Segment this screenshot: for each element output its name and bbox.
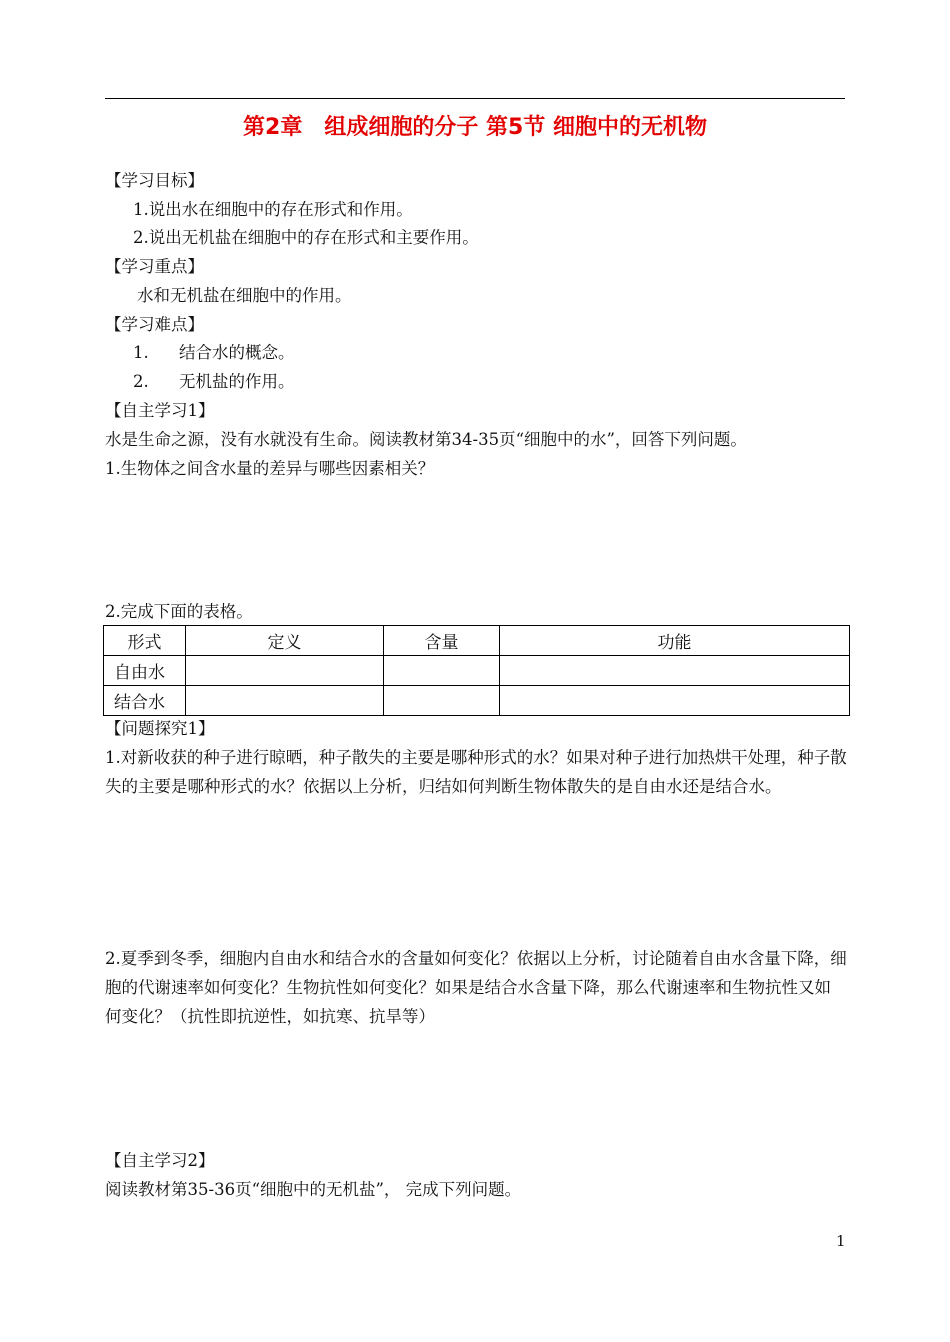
self-study-1-intro: 水是生命之源，没有水就没有生命。阅读教材第34-35页“细胞中的水”，回答下列问题。 (105, 430, 747, 449)
table-cell-blank (384, 656, 500, 686)
key-points-heading: 【学习重点】 (105, 257, 204, 276)
table-header-cell: 功能 (500, 626, 850, 656)
difficulty-item-1-number: 1. (133, 343, 149, 362)
self-study-2-heading: 【自主学习2】 (105, 1151, 215, 1170)
table-row-label: 自由水 (104, 656, 186, 686)
header-rule (105, 98, 845, 99)
page-number: 1 (836, 1232, 846, 1250)
difficulty-item-2-number: 2. (133, 372, 149, 391)
table-header-row (104, 626, 850, 656)
table-header-cell: 形式 (104, 626, 186, 656)
key-points-text: 水和无机盐在细胞中的作用。 (137, 286, 352, 305)
inquiry-1-heading: 【问题探究1】 (105, 719, 215, 738)
page-title: 第2章 组成细胞的分子 第5节 细胞中的无机物 (243, 115, 707, 140)
table-cell-blank (500, 686, 850, 716)
water-forms-table (103, 625, 850, 716)
table-header-cell: 含量 (384, 626, 500, 656)
difficulty-item-2-text: 无机盐的作用。 (179, 372, 295, 391)
objective-item-1: 1.说出水在细胞中的存在形式和作用。 (133, 200, 413, 219)
difficulty-item-1-text: 结合水的概念。 (179, 343, 295, 362)
difficulty-item-2 (133, 371, 295, 393)
table-header-cell: 定义 (186, 626, 384, 656)
difficulties-heading: 【学习难点】 (105, 315, 204, 334)
table-cell-blank (186, 686, 384, 716)
self-study-1-heading: 【自主学习1】 (105, 401, 215, 420)
objectives-heading: 【学习目标】 (105, 171, 204, 190)
table-cell-blank (500, 656, 850, 686)
self-study-1-question-1: 1.生物体之间含水量的差异与哪些因素相关？ (105, 459, 435, 478)
self-study-1-question-2: 2.完成下面的表格。 (105, 602, 253, 621)
table-cell-blank (384, 686, 500, 716)
table-row (104, 656, 850, 686)
self-study-2-intro: 阅读教材第35-36页“细胞中的无机盐”， 完成下列问题。 (105, 1180, 522, 1199)
table-row-label: 结合水 (104, 686, 186, 716)
inquiry-1-question-2: 2.夏季到冬季，细胞内自由水和结合水的含量如何变化？依据以上分析，讨论随着自由水含量下降，细胞的代谢速率如何变化？生物抗性如何变化？如果是结合水含量下降，那么代谢速率和生物抗性又如何变化？（抗性即抗逆性，如抗寒、抗旱等） (105, 949, 847, 1027)
table-row (104, 686, 850, 716)
inquiry-1-question-1: 1.对新收获的种子进行晾晒，种子散失的主要是哪种形式的水？如果对种子进行加热烘干处理，种子散失的主要是哪种形式的水？依据以上分析，归结如何判断生物体散失的是自由水还是结合水。 (105, 748, 847, 797)
table-cell-blank (186, 656, 384, 686)
difficulty-item-1 (133, 342, 295, 364)
objective-item-2: 2.说出无机盐在细胞中的存在形式和主要作用。 (133, 228, 479, 247)
